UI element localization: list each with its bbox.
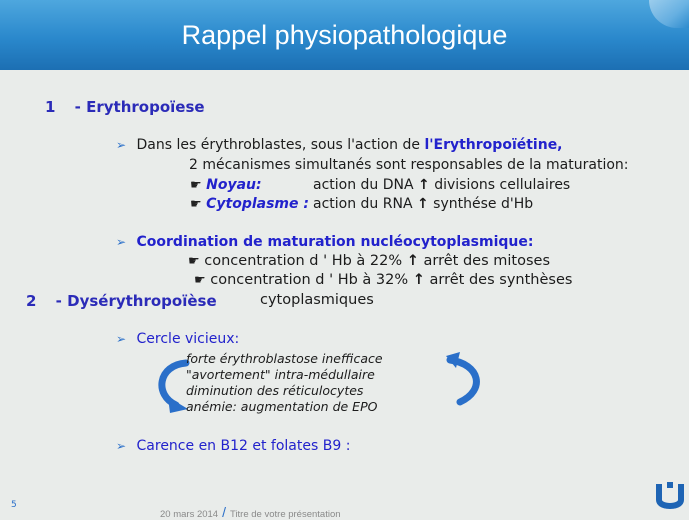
- footer-presentation-title: Titre de votre présentation: [229, 509, 341, 520]
- list-item: [190, 177, 262, 193]
- list-item: "avortement" intra-médullaire: [186, 367, 375, 382]
- footer-date: 20 mars 2014: [160, 509, 219, 520]
- item-label: Noyau:: [206, 177, 262, 193]
- bullet-text: Dans les érythroblastes, sous l'action de: [136, 137, 425, 153]
- list-item: forte érythroblastose inefficace: [186, 351, 383, 366]
- list-item: diminution des réticulocytes: [186, 383, 364, 398]
- up-arrow-icon: ↑: [418, 177, 430, 193]
- bullet-arrow-icon: ➢: [116, 235, 127, 249]
- item-text-b: synthése d'Hb: [433, 196, 534, 212]
- bullet-arrow-icon: ➢: [116, 439, 127, 453]
- vicious-circle-list: [186, 351, 383, 415]
- item-text-a: action du RNA: [313, 196, 413, 212]
- up-arrow-icon: ↑: [416, 196, 429, 212]
- bullet-cercle-vicieux: [116, 331, 239, 347]
- bullet-title: Coordination de maturation nucléocytoplasmique:: [136, 234, 534, 250]
- bullet-highlight: l'Erythropoïétine,: [424, 137, 563, 153]
- bullet-line-2: 2 mécanismes simultanés sont responsables de la maturation:: [189, 157, 629, 173]
- bullet-title: Carence en B12 et folates B9 :: [136, 438, 351, 454]
- pointing-hand-icon: ☛: [188, 254, 200, 269]
- bullet-arrow-icon: ➢: [116, 138, 127, 152]
- title-bar: [0, 0, 689, 70]
- continuation-text: cytoplasmiques: [260, 292, 374, 308]
- up-arrow-icon: ↑: [406, 253, 419, 269]
- section-2-heading: [26, 292, 217, 310]
- list-item-detail: [313, 196, 533, 212]
- pointing-hand-icon: ☛: [190, 178, 202, 193]
- page-title: Rappel physiopathologique: [181, 20, 508, 50]
- list-item-detail: [313, 177, 570, 193]
- university-logo-icon: [655, 480, 685, 512]
- up-arrow-icon: ↑: [412, 272, 425, 288]
- item-text-b: divisions cellulaires: [434, 177, 571, 193]
- list-item: [194, 272, 572, 288]
- bullet-carence: [116, 438, 350, 454]
- item-text-a: concentration d ' Hb à 32%: [210, 272, 409, 288]
- item-label: Cytoplasme :: [206, 196, 309, 212]
- bullet-arrow-icon: ➢: [116, 332, 127, 346]
- section-2-title: - Dysérythropoïèse: [55, 292, 217, 310]
- section-1-title: - Erythropoïese: [74, 98, 205, 116]
- footer-info: 20 mars 2014 / Titre de votre présentation: [160, 504, 341, 520]
- bullet-title: Cercle vicieux:: [136, 331, 240, 347]
- section-1-heading: [45, 98, 205, 116]
- circular-arrow-right-icon: [440, 352, 488, 412]
- list-item: [190, 196, 309, 212]
- section-1-number: 1: [45, 98, 56, 116]
- slide-number: 5: [11, 500, 17, 510]
- list-item: [188, 253, 550, 269]
- pointing-hand-icon: ☛: [194, 273, 206, 288]
- bullet-coordination: [116, 234, 533, 250]
- item-text-b: arrêt des synthèses: [429, 272, 573, 288]
- item-text-a: concentration d ' Hb à 22%: [204, 253, 403, 269]
- pointing-hand-icon: ☛: [190, 197, 202, 212]
- item-text-a: action du DNA: [313, 177, 414, 193]
- section-2-number: 2: [26, 292, 37, 310]
- bullet-erythropoietine: [116, 137, 563, 153]
- list-item: anémie: augmentation de EPO: [186, 399, 378, 414]
- item-text-b: arrêt des mitoses: [423, 253, 551, 269]
